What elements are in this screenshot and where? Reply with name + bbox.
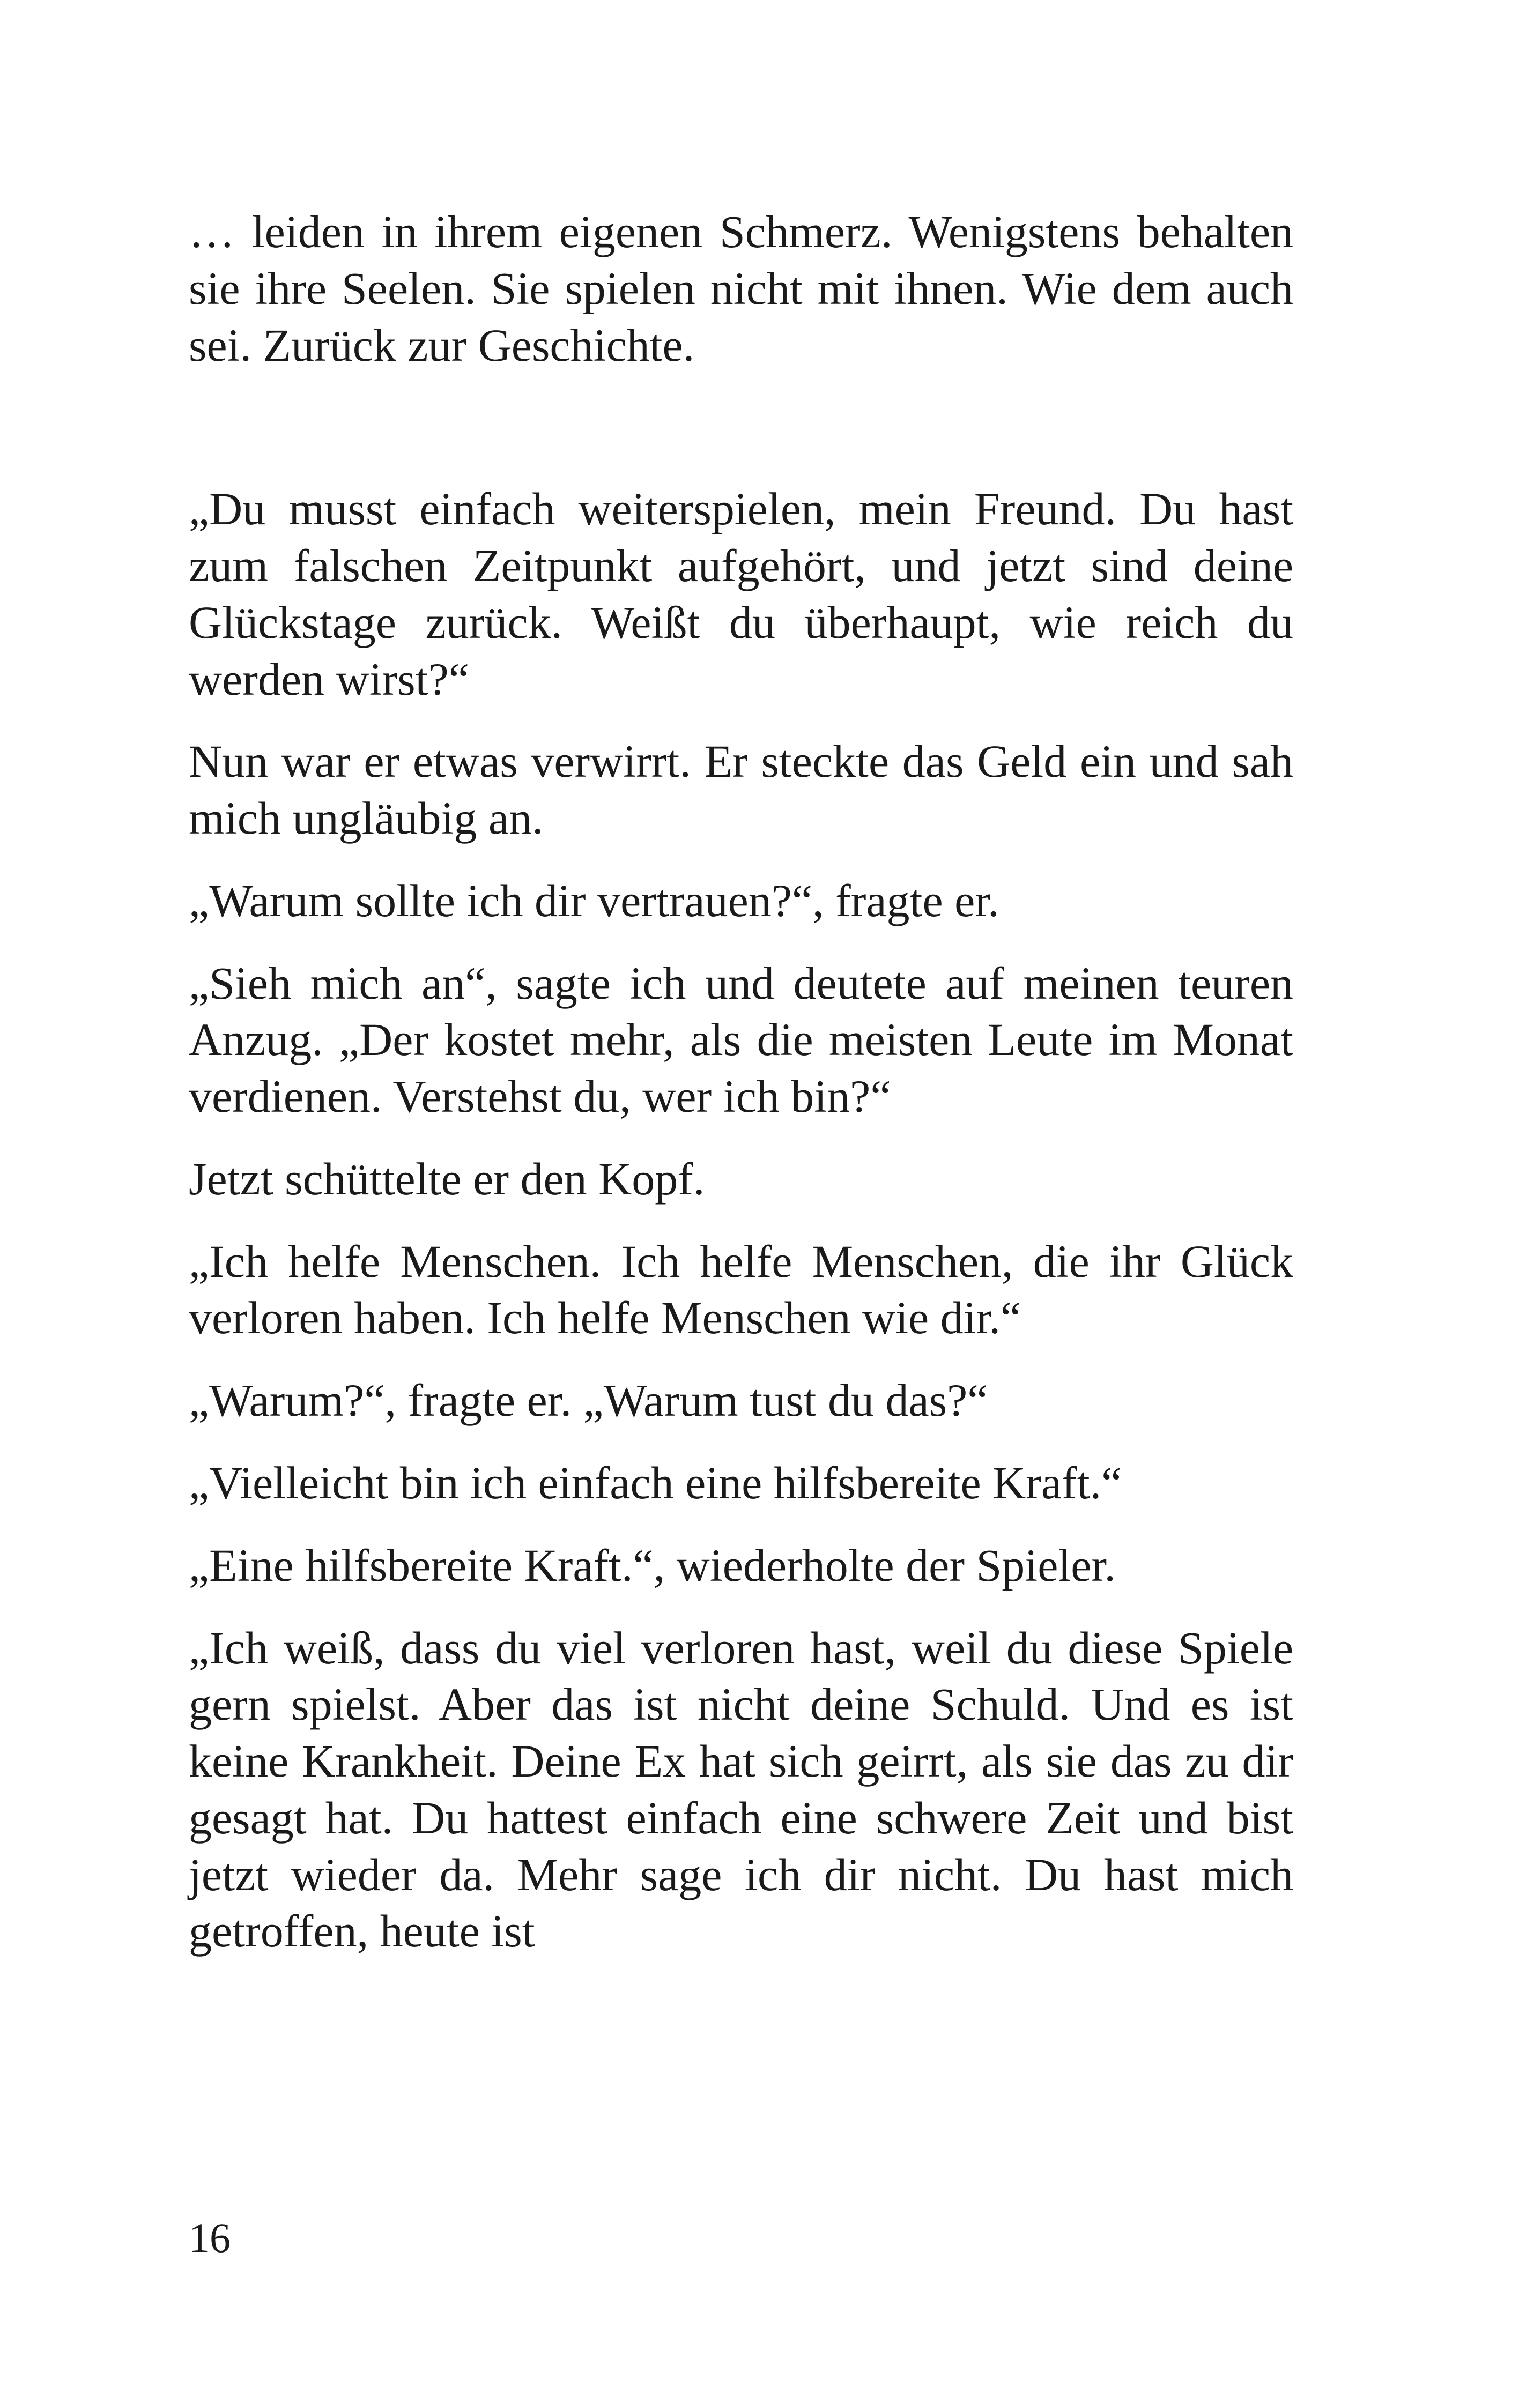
paragraph-11: „Ich weiß, dass du viel verloren hast, weil du diese Spiele gern spielst. Aber das ist nicht deine Schuld. Und es ist keine Krankheit. Deine Ex hat sich geirrt, als sie das zu dir gesagt hat. Du hattest einfach eine schwere Zeit und bist jetzt wieder da. Mehr sage ich dir nicht. Du hast mich getroffen, heute ist: [189, 1622, 1293, 1957]
paragraph-2: „Du musst einfach weiterspielen, mein Freund. Du hast zum falschen Zeitpunkt aufgehört, und jetzt sind deine Glückstage zurück. Weißt du überhaupt, wie reich du werden wirst?“: [189, 483, 1293, 705]
paragraph-9: „Vielleicht bin ich einfach eine hilfsbereite Kraft.“: [189, 1457, 1122, 1509]
paragraph-10: „Eine hilfsbereite Kraft.“, wiederholte der Spieler.: [189, 1539, 1116, 1591]
paragraph-6: Jetzt schüttelte er den Kopf.: [189, 1153, 705, 1205]
paragraph-7: „Ich helfe Menschen. Ich helfe Menschen, die ihr Glück verloren haben. Ich helfe Menschen wie dir.“: [189, 1235, 1293, 1344]
paragraph-4: „Warum sollte ich dir vertrauen?“, fragte er.: [189, 874, 999, 926]
page-number: 16: [189, 2214, 231, 2261]
paragraph-5: „Sieh mich an“, sagte ich und deutete auf meinen teuren Anzug. „Der kostet mehr, als die meisten Leute im Monat verdienen. Verstehst du, wer ich bin?“: [189, 957, 1293, 1123]
paragraph-3: Nun war er etwas verwirrt. Er steckte das Geld ein und sah mich ungläubig an.: [189, 735, 1293, 844]
paragraph-8: „Warum?“, fragte er. „Warum tust du das?“: [189, 1374, 988, 1426]
paragraph-1: … leiden in ihrem eigenen Schmerz. Wenigstens behalten sie ihre Seelen. Sie spielen nicht mit ihnen. Wie dem auch sei. Zurück zur Geschichte.: [189, 206, 1293, 371]
body-text: [189, 204, 1293, 1960]
